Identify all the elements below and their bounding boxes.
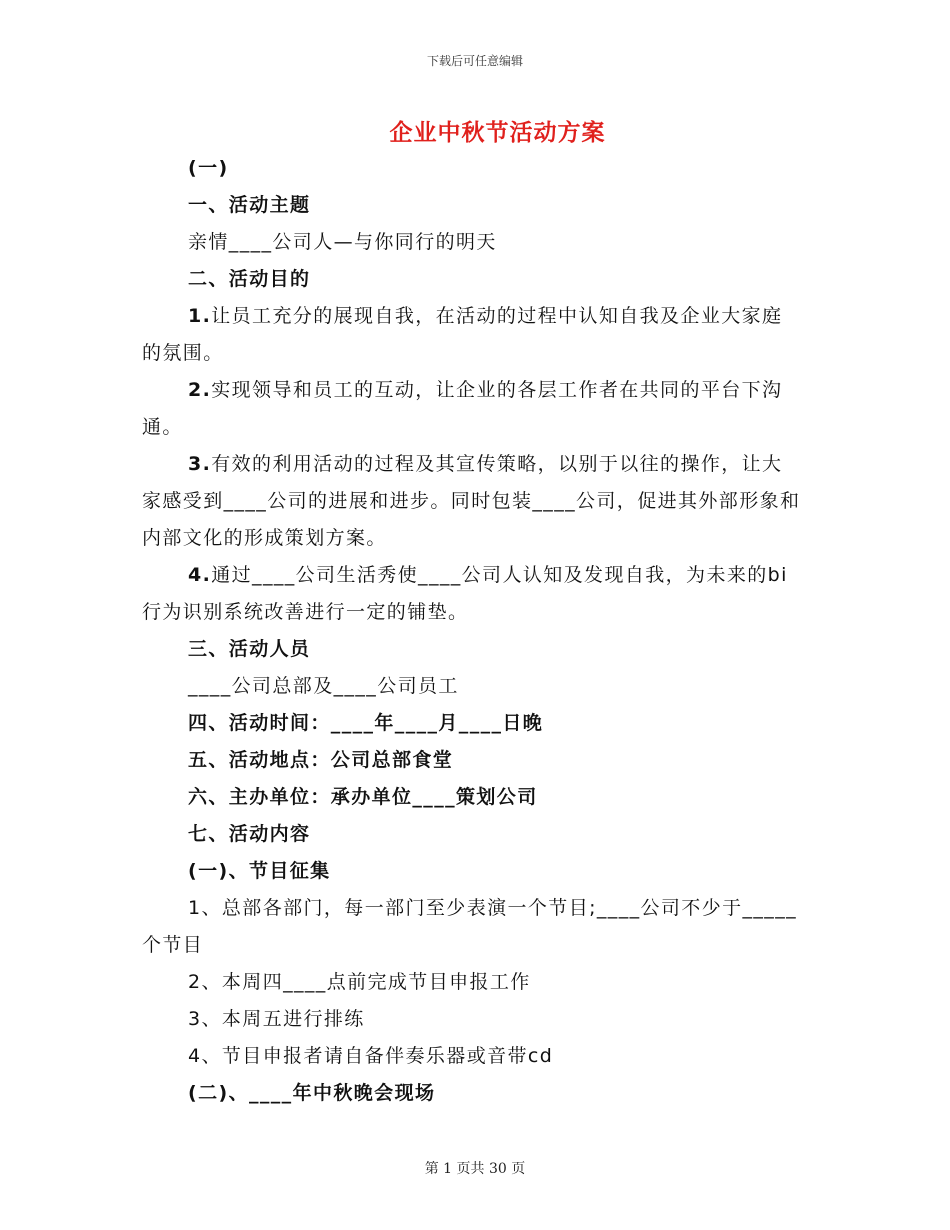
purpose-number-1: 1. [188,305,212,327]
section-marker: (一) [188,157,229,179]
heading-activity-purpose: 二、活动目的 [188,268,311,290]
document-title: 企业中秋节活动方案 [389,120,606,146]
heading-activity-content: 七、活动内容 [188,823,311,845]
content-item-3: 3、本周五进行排练 [188,1008,365,1030]
heading-activity-staff: 三、活动人员 [188,638,311,660]
purpose-text-4: 通过____公司生活秀使____公司人认知及发现自我，为未来的bi 行为识别系统改善进行一定的铺垫。 [142,564,796,623]
subheading-gala-site: (二)、____年中秋晚会现场 [188,1082,436,1104]
content-item-4: 4、节目申报者请自备伴奏乐器或音带cd [188,1045,554,1067]
activity-location: 五、活动地点：公司总部食堂 [188,749,454,771]
purpose-item-1 [142,298,802,372]
purpose-number-2: 2. [188,379,212,401]
page-footer: 第 1 页共 30 页 [424,1161,526,1177]
purpose-number-3: 3. [188,453,212,475]
purpose-number-4: 4. [188,564,212,586]
theme-text: 亲情____公司人—与你同行的明天 [188,231,497,253]
purpose-item-3 [142,446,802,557]
heading-activity-theme: 一、活动主题 [188,194,311,216]
activity-time: 四、活动时间：____年____月____日晚 [188,712,544,734]
content-item-2: 2、本周四____点前完成节目申报工作 [188,971,531,993]
content-item-1: 1、总部各部门，每一部门至少表演一个节目;____公司不少于_____个节目 [142,897,797,956]
subheading-program-collection: (一)、节目征集 [188,860,331,882]
purpose-text-2: 实现领导和员工的互动，让企业的各层工作者在共同的平台下沟通。 [142,379,783,438]
page-header: 下载后可任意编辑 [426,54,523,68]
purpose-text-3: 有效的利用活动的过程及其宣传策略，以别于以往的操作，让大家感受到____公司的进展和进步。同时包装____公司，促进其外部形象和内部文化的形成策划方案。 [142,453,801,549]
activity-organizer: 六、主办单位：承办单位____策划公司 [188,786,538,808]
purpose-item-4 [142,557,802,631]
purpose-item-2 [142,372,802,446]
staff-text: ____公司总部及____公司员工 [188,675,459,697]
document-body [142,150,802,1112]
purpose-text-1: 让员工充分的展现自我，在活动的过程中认知自我及企业大家庭的氛围。 [142,305,783,364]
